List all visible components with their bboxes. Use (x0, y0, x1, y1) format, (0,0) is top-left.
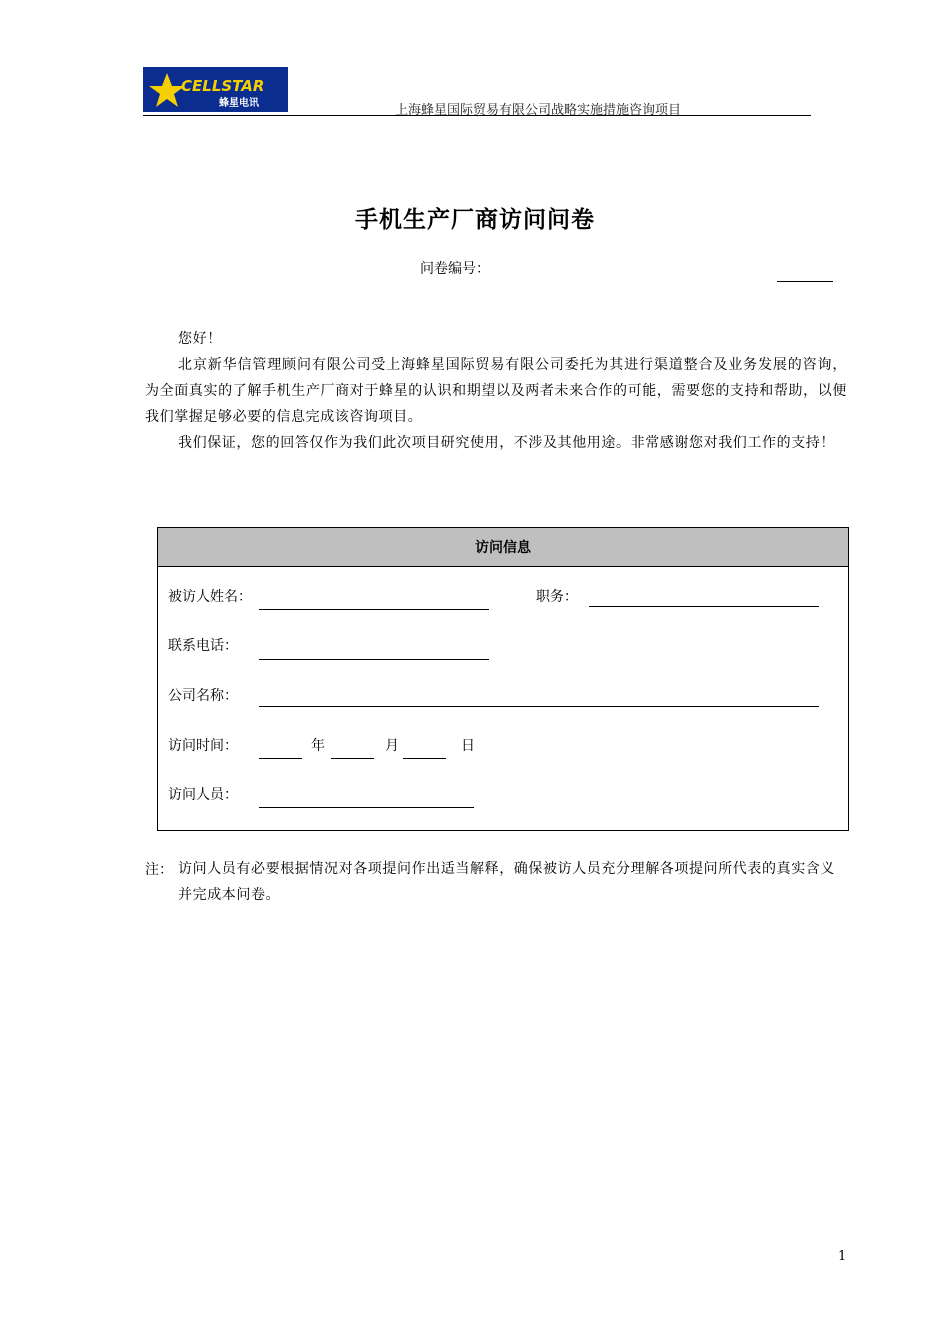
phone-field[interactable] (259, 659, 489, 660)
year-label: 年 (311, 738, 325, 754)
questionnaire-no-label: 问卷编号： (420, 261, 490, 277)
company-field[interactable] (259, 706, 819, 707)
day-field[interactable] (403, 758, 446, 759)
note-text: 访问人员有必要根据情况对各项提问作出适当解释，确保被访人员充分理解各项提问所代表的真实含义并完成本问卷。 (178, 861, 835, 903)
note-label: 注： (145, 862, 173, 878)
cellstar-logo (143, 67, 288, 112)
header-divider (143, 115, 811, 116)
header-title: 上海蜂星国际贸易有限公司战略实施措施咨询项目 (395, 103, 682, 118)
phone-label: 联系电话： (168, 638, 238, 654)
interviewer-field[interactable] (259, 807, 474, 808)
greeting: 您好！ (178, 331, 222, 347)
year-field[interactable] (259, 758, 302, 759)
document-title: 手机生产厂商访问问卷 (355, 206, 595, 233)
company-label: 公司名称： (168, 688, 238, 704)
interview-info-heading: 访问信息 (158, 528, 848, 567)
page-number: 1 (838, 1249, 847, 1264)
questionnaire-no-field[interactable] (777, 281, 833, 282)
interview-time-label: 访问时间： (168, 738, 238, 754)
interview-info-box (157, 527, 849, 831)
intro-paragraph-2: 我们保证，您的回答仅作为我们此次项目研究使用，不涉及其他用途。非常感谢您对我们工作的支持！ (178, 435, 835, 451)
interviewee-name-label: 被访人姓名： (168, 589, 252, 605)
cellstar-logo-graphic (143, 67, 288, 112)
position-label: 职务： (536, 589, 578, 605)
logo-wordmark: CELLSTAR (181, 77, 265, 95)
month-label: 月 (385, 738, 399, 754)
position-field[interactable] (589, 606, 819, 607)
logo-subtext: 蜂星电讯 (219, 98, 259, 109)
intro-paragraph-1: 北京新华信管理顾问有限公司受上海蜂星国际贸易有限公司委托为其进行渠道整合及业务发展的咨询，为全面真实的了解手机生产厂商对于蜂星的认识和期望以及两者未来合作的可能，需要您的支持和帮助，以便我们掌握足够必要的信息完成该咨询项目。 (145, 357, 847, 425)
interviewee-name-field[interactable] (259, 609, 489, 610)
month-field[interactable] (331, 758, 374, 759)
interviewer-label: 访问人员： (168, 787, 238, 803)
day-label: 日 (461, 738, 475, 754)
